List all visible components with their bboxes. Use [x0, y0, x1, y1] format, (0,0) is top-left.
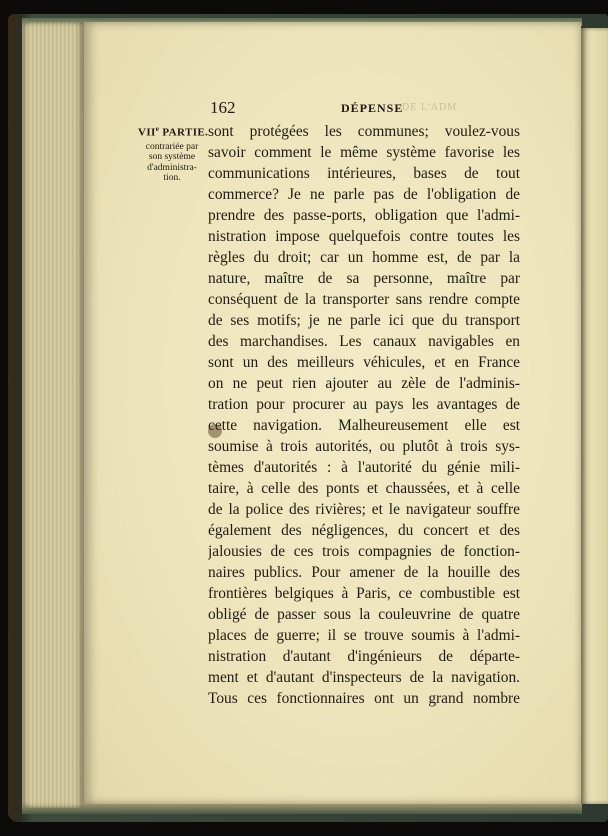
ink-blot	[208, 424, 222, 438]
page-number: 162	[210, 98, 236, 117]
text-line: ment et d'autant d'inspecteurs de la navigation.	[208, 669, 520, 686]
text-line: conséquent de la transporter sans rendre compte	[208, 291, 520, 308]
text-line: tration pour procurer au pays les avantages de	[208, 396, 520, 413]
text-line: nature, maître de sa personne, maître par	[208, 270, 520, 287]
text-line: on ne peut rien ajouter au zèle de l'adminis-	[208, 375, 520, 392]
text-line: également des négligences, du concert et des	[208, 522, 520, 539]
part-label-sup: e	[155, 125, 160, 133]
running-head: DÉPENSE	[341, 101, 404, 115]
text-line: jalousies de ces trois compagnies de fonction-	[208, 543, 520, 560]
text-line: places de guerre; il se trouve soumis à l'admi-	[208, 627, 520, 644]
page-stack-edges	[22, 22, 84, 808]
text-line: tèmes d'autorités : à l'autorité du génie mili-	[208, 459, 520, 476]
text-line: des marchandises. Les canaux navigables en	[208, 333, 520, 350]
text-line: règles du droit; car un homme est, de par la	[208, 249, 520, 266]
part-label-main: VII	[138, 126, 156, 139]
text-line: naires publics. Pour amener de la houille des	[208, 564, 520, 581]
margin-note	[138, 122, 209, 184]
text-line: frontières belgiques à Paris, ce combustible est	[208, 585, 520, 602]
bleed-through-heading: DE L'ADM	[402, 102, 458, 113]
side-note-text	[138, 142, 206, 184]
part-label	[138, 122, 209, 140]
text-line: savoir comment le même système favorise les	[208, 144, 520, 161]
text-line: cette navigation. Malheureusement elle est	[208, 417, 520, 434]
side-note-line: tion.	[163, 173, 181, 184]
text-line: soumise à trois autorités, ou plutôt à trois sys-	[208, 438, 520, 455]
side-note-line: son système	[148, 152, 196, 163]
text-line: obligé de passer sous la couleuvrine de quatre	[208, 606, 520, 623]
side-note-line: d'administra-	[147, 162, 197, 173]
text-line: nistration d'autant d'ingénieurs de départe-	[208, 648, 520, 665]
text-line: sont un des meilleurs véhicules, et en France	[208, 354, 520, 371]
text-line: taire, à celle des ponts et chaussées, et à celle	[208, 480, 520, 497]
text-line: Tous ces fonctionnaires ont un grand nombre	[208, 690, 520, 707]
text-line: nistration impose quelquefois contre toutes les	[208, 228, 520, 245]
page-header	[0, 98, 608, 120]
text-line: prendre des passe-ports, obligation que l'admi-	[208, 207, 520, 224]
text-line: sont protégées les communes; voulez-vous	[208, 123, 520, 140]
text-line: commerce? Je ne parle pas de l'obligation de	[208, 186, 520, 203]
body-text	[208, 121, 520, 709]
page-block-bottom-edge	[22, 804, 582, 814]
facing-page-sliver	[581, 28, 608, 804]
text-line: communications intérieures, bases de tout	[208, 165, 520, 182]
part-label-rest: PARTIE.	[159, 126, 209, 139]
text-line: de ses motifs; je ne parle ici que du transport	[208, 312, 520, 329]
text-line: de la police des rivières; et le navigateur souffre	[208, 501, 520, 518]
side-note-line: contrariée par	[145, 141, 199, 152]
